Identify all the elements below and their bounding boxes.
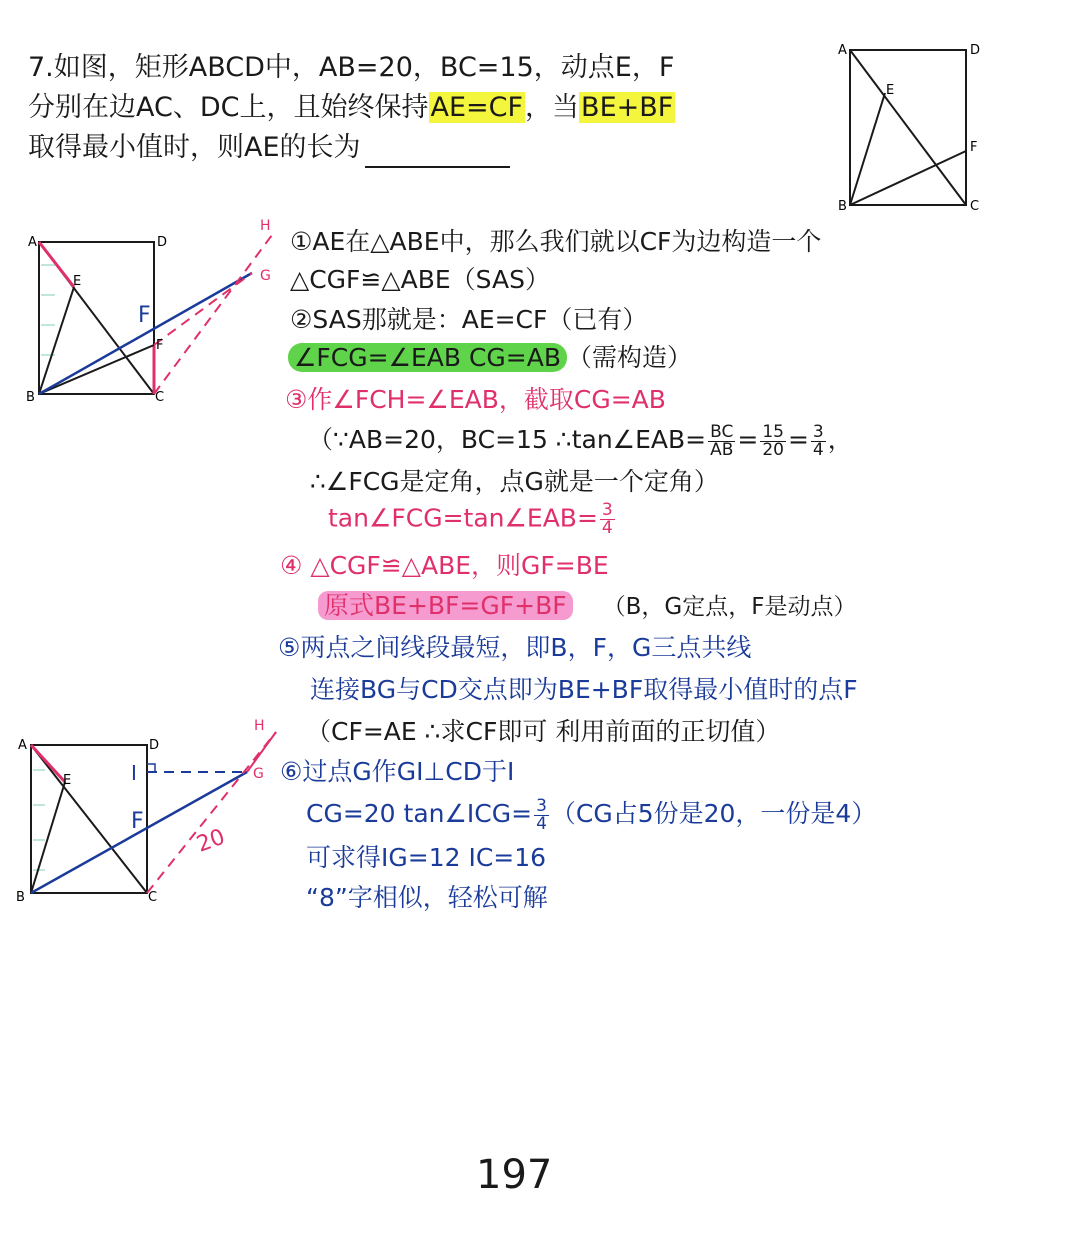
diagonal-ac-2 (31, 745, 147, 893)
step6-line1: ⑥过点G作GI⊥CD于I (280, 757, 515, 786)
segment-ae-red-2 (31, 745, 65, 782)
step3-line2-text: （∵AB=20，BC=15 ∴tan∠EAB= (308, 425, 707, 454)
label-c-1: C (155, 390, 165, 405)
step2-line2 (288, 338, 692, 374)
label-h-1: H (260, 218, 271, 234)
label-a: A (838, 43, 847, 58)
label-g-1: G (260, 268, 271, 284)
segment-fg-dashed-1 (154, 273, 252, 345)
step2-line1: ②SAS那就是：AE=CF（已有） (290, 305, 648, 334)
right-angle-mark (147, 764, 155, 772)
step1-line1: ①AE在△ABE中，那么我们就以CF为边构造一个 (290, 227, 822, 256)
label-d: D (970, 43, 981, 58)
segment-bg-blue-1 (39, 273, 252, 394)
label-i: I (131, 761, 137, 785)
ray-ch-dashed-1 (154, 235, 272, 394)
label-b: B (838, 199, 847, 214)
step3-line4-text: tan∠FCG=tan∠EAB= (328, 503, 598, 533)
step4-line1: ④ △CGF≌△ABE，则GF=BE (280, 551, 609, 580)
step5-line2: 连接BG与CD交点即为BE+BF取得最小值时的点F (310, 675, 858, 704)
problem-line-3-text: 取得最小值时，则AE的长为 (28, 132, 361, 163)
fraction-icg-3-4: $\frac{3}{4}$ (536, 795, 547, 834)
fraction-tan-3-4: $\frac{3}{4}$ (601, 500, 613, 538)
step3-line4 (328, 502, 617, 537)
label-g-2: G (253, 766, 264, 782)
step3-line2: （∵AB=20，BC=15 ∴tan∠EAB= $\frac{BC}{AB}$ = $\frac{15}{20}$ = $\frac{3}{4}$ ， (308, 421, 853, 460)
label-cg-length: 20 (193, 824, 229, 858)
figure-construction-1 (20, 205, 290, 410)
label-f-blue-2: F (131, 809, 144, 834)
label-c: C (970, 199, 980, 214)
label-a-1: A (28, 235, 37, 250)
step6-line2-tail: （CG占5份是20，一份是4） (550, 799, 877, 828)
highlight-be-bf: BE+BF (581, 92, 674, 123)
segment-bf (850, 151, 966, 205)
fraction-3-4: $\frac{3}{4}$ (812, 421, 824, 460)
label-f-1: F (156, 338, 164, 353)
diagonal-ac (850, 50, 966, 205)
problem-line-2-text-b: ，当 (525, 92, 580, 123)
figure-rectangle-top-right (830, 38, 990, 218)
label-d-1: D (157, 235, 168, 250)
step3-line1: ③作∠FCH=∠EAB，截取CG=AB (285, 385, 666, 414)
fraction-15-20: $\frac{15}{20}$ (762, 421, 784, 460)
problem-line-1: 7.如图，矩形ABCD中，AB=20，BC=15，动点E，F (28, 52, 675, 83)
label-e: E (886, 83, 895, 98)
step5-line1: ⑤两点之间线段最短，即B，F，G三点共线 (278, 633, 752, 662)
label-h-2: H (254, 718, 265, 734)
fraction-bc-ab: $\frac{BC}{AB}$ (710, 421, 734, 460)
problem-line-2 (28, 88, 675, 128)
step4-line2 (318, 586, 856, 622)
highlight-ae-cf: AE=CF (430, 92, 524, 123)
step3-line3: ∴∠FCG是定角，点G就是一个定角） (310, 467, 719, 496)
label-c-2: C (148, 890, 158, 905)
highlight-angle-equal: ∠FCG=∠EAB CG=AB (288, 343, 567, 372)
label-b-2: B (16, 890, 25, 905)
step6-line3: 可求得IG=12 IC=16 (306, 843, 547, 872)
segment-be (850, 93, 885, 205)
problem-line-3 (28, 128, 510, 168)
label-f-blue-1: F (138, 303, 151, 328)
label-f: F (970, 140, 978, 155)
problem-line-2-text-a: 分别在边AC、DC上，且始终保持 (28, 92, 429, 123)
answer-blank (365, 136, 510, 168)
label-b-1: B (26, 390, 35, 405)
segment-bf-1 (39, 345, 154, 394)
step1-line2: △CGF≌△ABE（SAS） (290, 265, 550, 294)
step5-line3: （CF=AE ∴求CF即可 利用前面的正切值） (306, 717, 781, 746)
step4-tail: （B，G定点，F是动点） (602, 594, 857, 620)
page-number: 197 (476, 1152, 553, 1198)
figure-construction-2 (10, 710, 290, 920)
label-e-1: E (73, 274, 82, 289)
label-e-2: E (63, 773, 72, 788)
ray-ch-dashed-2 (147, 732, 276, 893)
highlight-original-expression: 原式BE+BF=GF+BF (318, 591, 573, 620)
step2-tail: （需构造） (567, 343, 693, 372)
label-a-2: A (18, 738, 27, 753)
label-d-2: D (149, 738, 160, 753)
step6-line2 (306, 794, 876, 833)
step6-line2-text: CG=20 tan∠ICG= (306, 799, 533, 828)
step6-line4: “8”字相似，轻松可解 (306, 883, 548, 912)
